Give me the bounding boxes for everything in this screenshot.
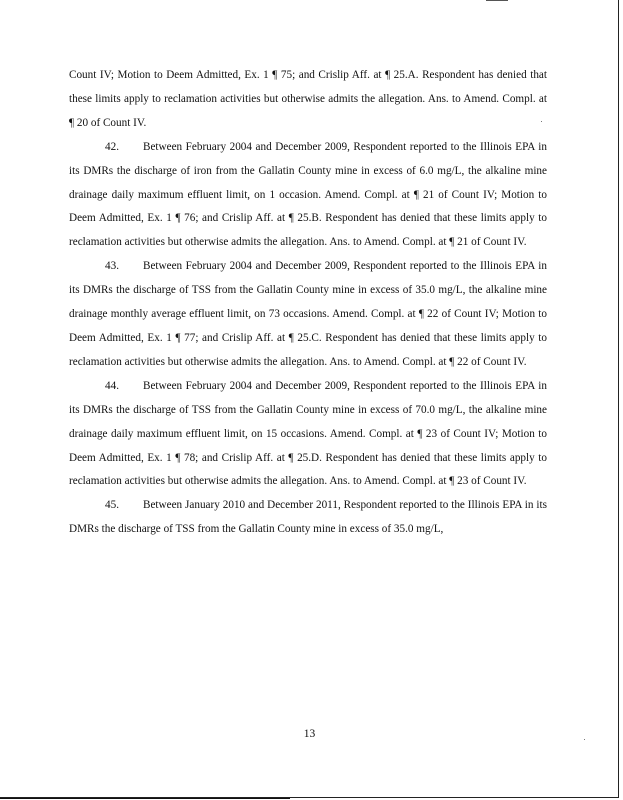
paragraph-44: [69, 375, 547, 495]
page-number: 13: [303, 728, 316, 740]
paragraph-continuation: [69, 64, 547, 136]
paragraph-text: Between February 2004 and December 2009, Respondent reported to the Illinois EPA in its DMRs the discharge of TSS from the Gallatin County mine in excess of 70.0 mg/L, the alkaline mine drainage daily maximum effluent limit, on 15 occasions. Amend. Compl. at ¶ 23 of Count IV; Motion to Deem Admitted, Ex. 1 ¶ 78; and Crislip Aff. at ¶ 25.D. Respondent has denied that these limits apply to reclamation activities but otherwise admits the allegation. Ans. to Amend. Compl. at ¶ 23 of Count IV.: [69, 379, 547, 488]
paragraph-text: Count IV; Motion to Deem Admitted, Ex. 1 ¶ 75; and Crislip Aff. at ¶ 25.A. Respondent has denied that these limits apply to reclamation activities but otherwise admits the allegation. Ans. to Amend. Compl. at ¶ 20 of Count IV.: [69, 69, 547, 129]
paragraph-number: 45.: [105, 499, 119, 512]
paragraph-42: [69, 136, 547, 256]
paragraph-text: Between February 2004 and December 2009, Respondent reported to the Illinois EPA in its DMRs the discharge of TSS from the Gallatin County mine in excess of 35.0 mg/L, the alkaline mine drainage monthly average effluent limit, on 73 occasions. Amend. Compl. at ¶ 22 of Count IV; Motion to Deem Admitted, Ex. 1 ¶ 77; and Crislip Aff. at ¶ 25.C. Respondent has denied that these limits apply to reclamation activities but otherwise admits the allegation. Ans. to Amend. Compl. at ¶ 22 of Count IV.: [69, 260, 547, 368]
document-body: [69, 64, 547, 542]
paragraph-number: 43.: [105, 260, 119, 273]
paragraph-number: 44.: [105, 379, 119, 392]
footer-rule: [0, 798, 290, 799]
scan-artifact: [486, 0, 508, 1]
paragraph-45: [69, 494, 547, 542]
paragraph-text: Between January 2010 and December 2011, Respondent reported to the Illinois EPA in its DMRs the discharge of TSS from the Gallatin County mine in excess of 35.0 mg/L,: [69, 499, 547, 536]
paragraph-43: [69, 255, 547, 375]
paragraph-number: 42.: [105, 140, 119, 153]
paragraph-text: Between February 2004 and December 2009, Respondent reported to the Illinois EPA in its DMRs the discharge of iron from the Gallatin County mine in excess of 6.0 mg/L, the alkaline mine drainage daily maximum effluent limit, on 1 occasion. Amend. Compl. at ¶ 21 of Count IV; Motion to Deem Admitted, Ex. 1 ¶ 76; and Crislip Aff. at ¶ 25.B. Respondent has denied that these limits apply to reclamation activities but otherwise admits the allegation. Ans. to Amend. Compl. at ¶ 21 of Count IV.: [69, 140, 547, 249]
